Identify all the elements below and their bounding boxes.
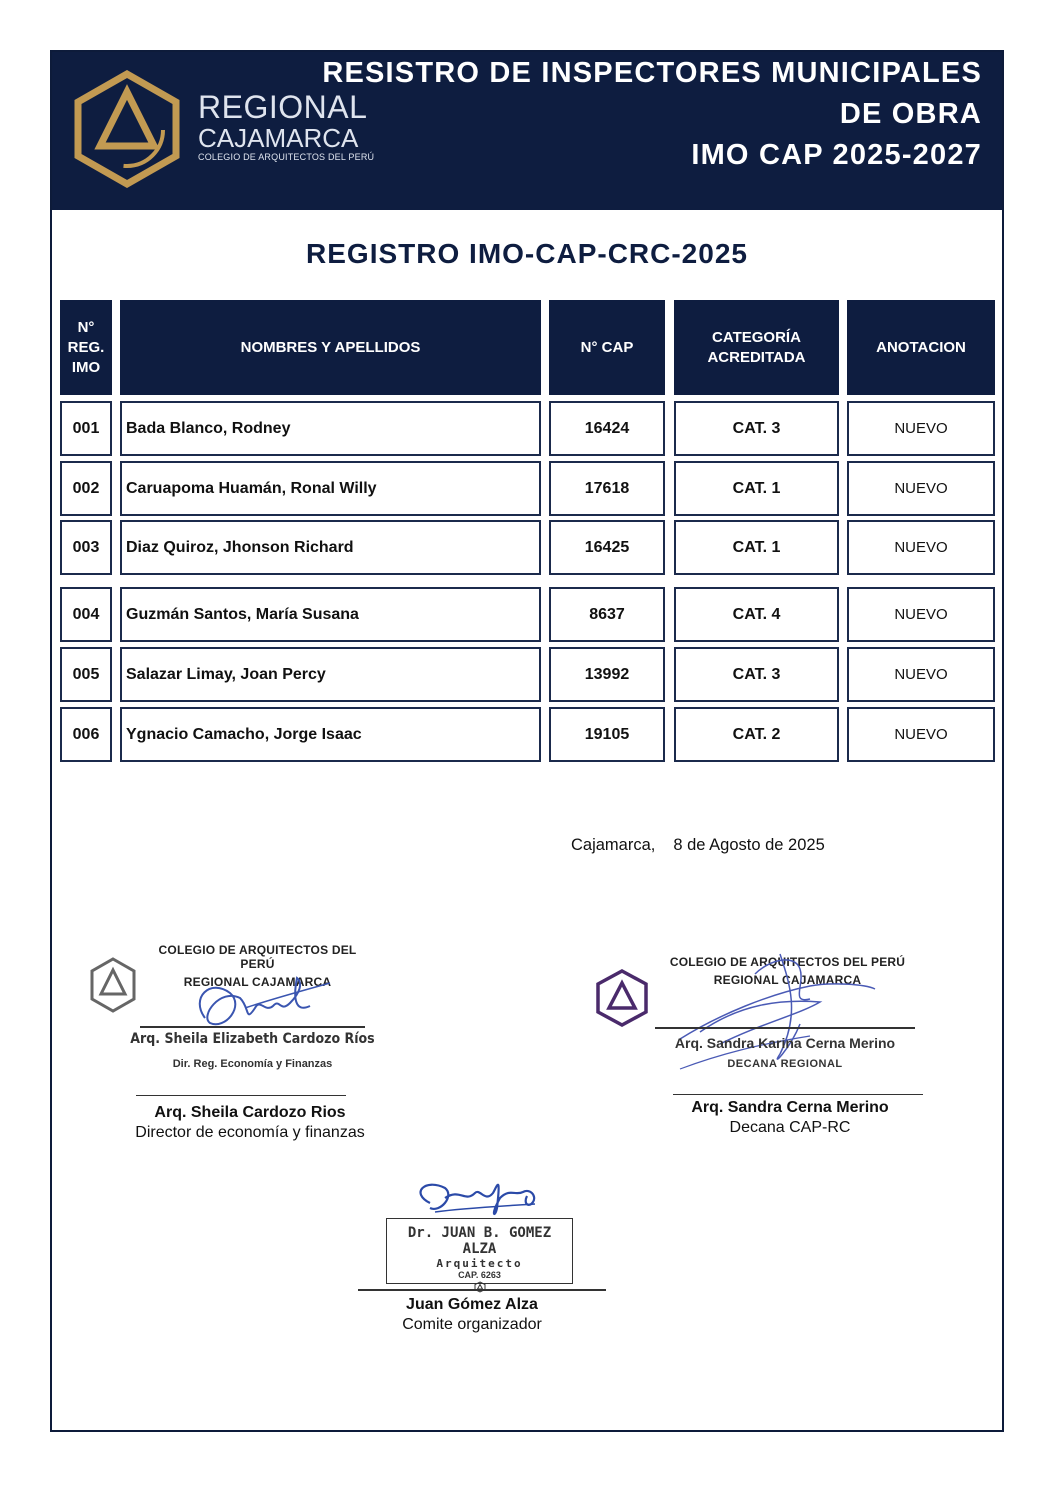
row-name-cell: Ygnacio Camacho, Jorge Isaac	[120, 707, 541, 762]
center-signatory-role: Comite organizador	[402, 1316, 542, 1333]
row-category-cell: CAT. 1	[674, 520, 839, 575]
row-name-cell: Bada Blanco, Rodney	[120, 401, 541, 456]
row-reg-cell: 002	[60, 461, 112, 516]
right-stamp-role: DECANA REGIONAL	[727, 1058, 843, 1070]
left-stamp-role: Dir. Reg. Economía y Finanzas	[172, 1058, 333, 1070]
logo-subtitle: COLEGIO DE ARQUITECTOS DEL PERÚ	[198, 152, 375, 162]
center-stamp-box	[386, 1218, 573, 1284]
date-city: Cajamarca,	[571, 836, 656, 854]
right-signatory	[640, 1099, 940, 1137]
registry-title: REGISTRO IMO-CAP-CRC-2025	[306, 238, 748, 269]
left-signature-line	[136, 1095, 346, 1096]
row-cap-cell: 16424	[549, 401, 665, 456]
row-annotation-cell: NUEVO	[847, 647, 995, 702]
row-name-cell: Diaz Quiroz, Jhonson Richard	[120, 520, 541, 575]
row-annotation-cell: NUEVO	[847, 461, 995, 516]
logo-regional: REGIONAL	[198, 89, 368, 125]
header-banner	[52, 52, 1002, 210]
row-annotation-cell: NUEVO	[847, 520, 995, 575]
title-line-1: RESISTRO DE INSPECTORES MUNICIPALES	[322, 57, 982, 89]
header-category	[674, 300, 839, 395]
center-handwritten-signature	[405, 1168, 545, 1223]
left-signatory	[100, 1104, 400, 1142]
title-line-3: IMO CAP 2025-2027	[691, 139, 982, 171]
row-category-cell: CAT. 4	[674, 587, 839, 642]
center-signature-line	[358, 1289, 606, 1291]
row-cap-cell: 19105	[549, 707, 665, 762]
left-stamp-line2: REGIONAL CAJAMARCA	[183, 975, 332, 989]
document-title	[322, 52, 982, 176]
date-text: 8 de Agosto de 2025	[673, 836, 825, 854]
left-signatory-name: Arq. Sheila Cardozo Rios	[154, 1104, 346, 1121]
center-stamp-title: Arquitecto	[436, 1257, 523, 1270]
header-reg-line2: REG.	[67, 338, 105, 356]
right-signature-line	[673, 1094, 923, 1095]
row-annotation-cell: NUEVO	[847, 401, 995, 456]
header-reg-imo	[60, 300, 112, 395]
row-reg-cell: 006	[60, 707, 112, 762]
row-cap-cell: 17618	[549, 461, 665, 516]
right-handwritten-signature	[660, 944, 890, 1074]
row-category-cell: CAT. 2	[674, 707, 839, 762]
row-reg-cell: 001	[60, 401, 112, 456]
row-annotation-cell: NUEVO	[847, 587, 995, 642]
row-cap-cell: 13992	[549, 647, 665, 702]
row-cap-cell: 16425	[549, 520, 665, 575]
row-name-cell: Caruapoma Huamán, Ronal Willy	[120, 461, 541, 516]
center-stamp-seal-icon	[474, 1281, 486, 1293]
center-stamp-name: Dr. JUAN B. GOMEZ ALZA	[407, 1225, 552, 1257]
right-signatory-role: Decana CAP-RC	[729, 1119, 851, 1136]
row-category-cell: CAT. 1	[674, 461, 839, 516]
cap-seal-right-icon	[594, 968, 650, 1028]
center-stamp-cap: CAP. 6263	[458, 1270, 501, 1280]
cap-logo-icon	[72, 70, 182, 188]
row-name-cell: Guzmán Santos, María Susana	[120, 587, 541, 642]
cap-seal-left-icon	[88, 956, 138, 1014]
row-annotation-cell: NUEVO	[847, 707, 995, 762]
header-cat-line2: ACREDITADA	[707, 348, 806, 366]
header-cat-line1: CATEGORÍA	[712, 328, 801, 346]
issue-date	[571, 836, 825, 855]
title-line-2: DE OBRA	[839, 98, 982, 130]
row-cap-cell: 8637	[549, 587, 665, 642]
row-name-cell: Salazar Limay, Joan Percy	[120, 647, 541, 702]
center-signatory	[322, 1296, 622, 1334]
header-names: NOMBRES Y APELLIDOS	[120, 300, 541, 395]
header-cap: N° CAP	[549, 300, 665, 395]
row-reg-cell: 003	[60, 520, 112, 575]
right-stamp-rule	[655, 1027, 915, 1029]
row-category-cell: CAT. 3	[674, 401, 839, 456]
row-reg-cell: 004	[60, 587, 112, 642]
row-reg-cell: 005	[60, 647, 112, 702]
center-signatory-name: Juan Gómez Alza	[406, 1296, 538, 1313]
row-category-cell: CAT. 3	[674, 647, 839, 702]
header-reg-line1: N°	[77, 318, 95, 336]
left-stamp-name: Arq. Sheila Elizabeth Cardozo Ríos	[130, 1031, 375, 1047]
logo-cajamarca: CAJAMARCA	[198, 123, 359, 153]
header-annotation: ANOTACION	[847, 300, 995, 395]
right-signatory-name: Arq. Sandra Cerna Merino	[691, 1099, 889, 1116]
right-stamp-line1: COLEGIO DE ARQUITECTOS DEL PERÚ	[669, 955, 906, 969]
header-reg-line3: IMO	[71, 358, 101, 376]
left-stamp-rule	[140, 1026, 365, 1028]
right-stamp-name: Arq. Sandra Karina Cerna Merino	[674, 1035, 896, 1051]
right-stamp-line2: REGIONAL CAJAMARCA	[713, 973, 862, 987]
left-signatory-role: Director de economía y finanzas	[135, 1124, 365, 1141]
left-stamp-line1: COLEGIO DE ARQUITECTOS DEL PERÚ	[158, 943, 357, 971]
